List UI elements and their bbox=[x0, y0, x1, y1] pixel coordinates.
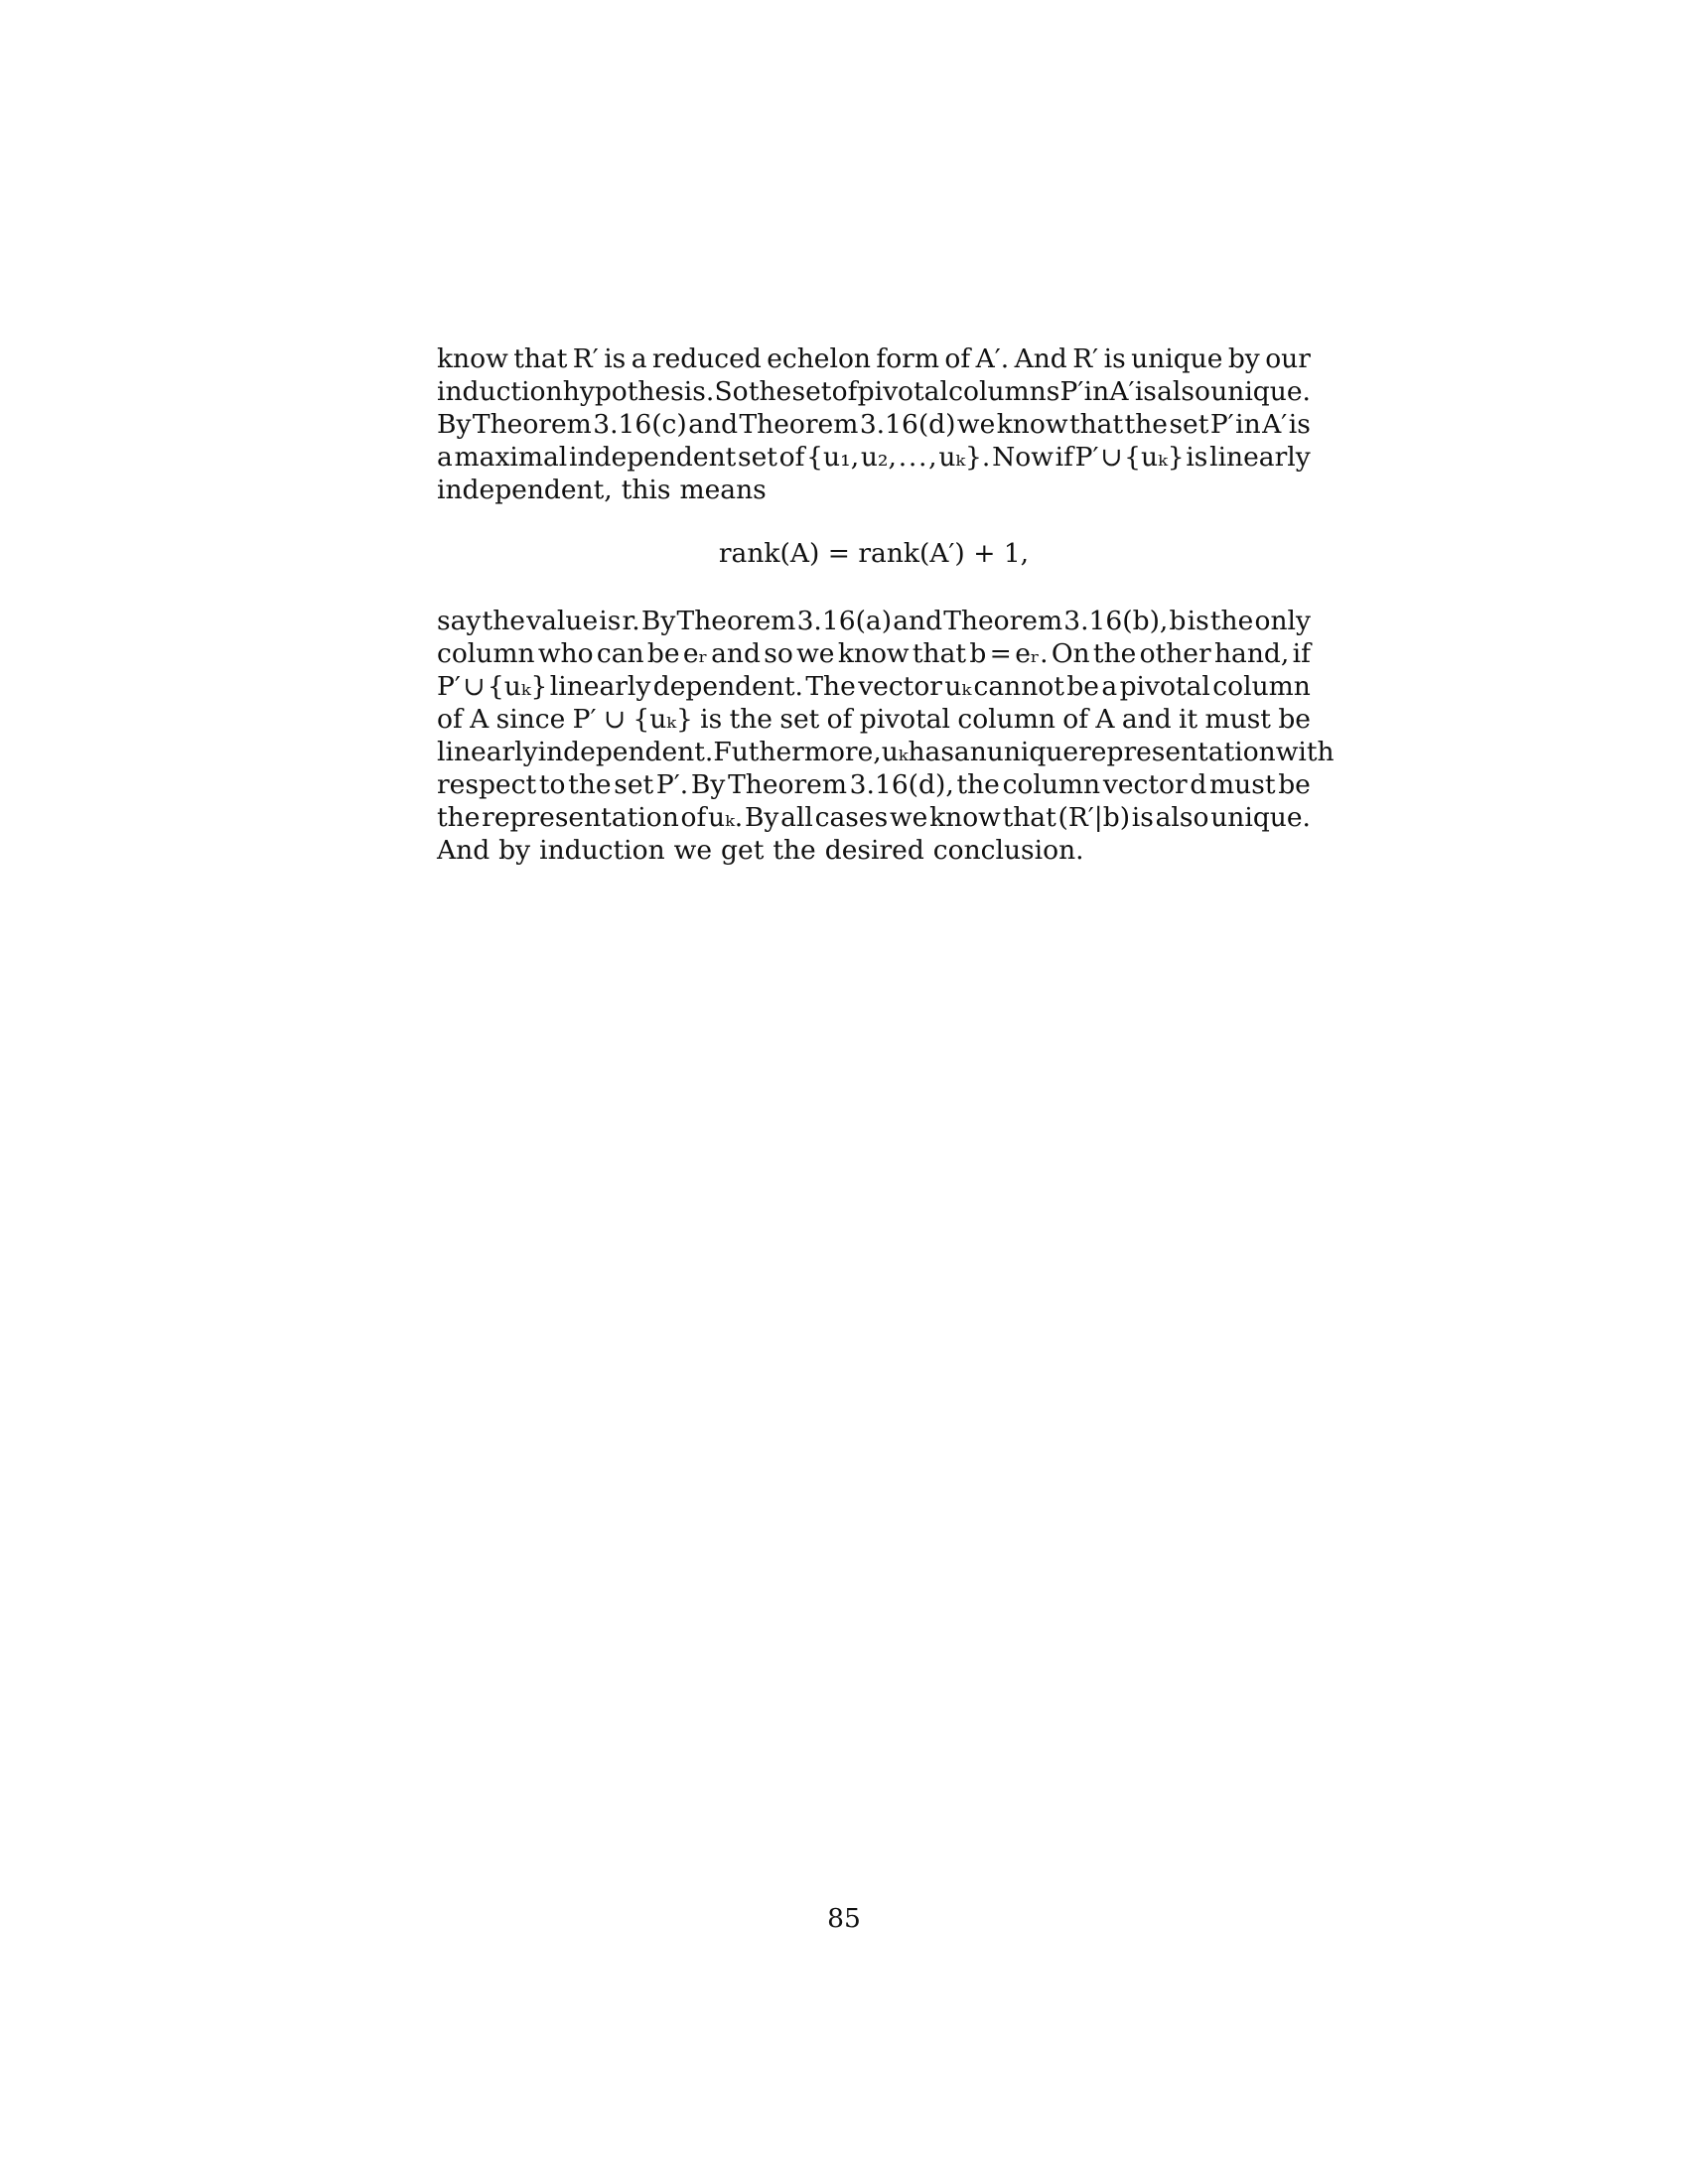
word: {u₁, bbox=[806, 442, 860, 473]
word: b bbox=[1169, 606, 1187, 636]
word: respect bbox=[437, 769, 537, 800]
word: d bbox=[1190, 769, 1207, 800]
word: only bbox=[1254, 606, 1311, 636]
proof-text-block bbox=[437, 342, 1335, 867]
word: by bbox=[1227, 343, 1260, 374]
word: uₖ bbox=[944, 671, 972, 702]
word: form bbox=[876, 343, 939, 374]
word: a bbox=[1101, 671, 1118, 702]
word: be bbox=[1278, 704, 1311, 735]
word: that bbox=[1068, 409, 1124, 440]
word: also bbox=[1155, 802, 1209, 833]
word: desired bbox=[824, 835, 924, 866]
word: we bbox=[889, 802, 928, 833]
word: be bbox=[1278, 769, 1311, 800]
word: the bbox=[1092, 638, 1137, 669]
word: The bbox=[805, 671, 856, 702]
word: set bbox=[738, 442, 777, 473]
word: say bbox=[437, 606, 482, 636]
word: the bbox=[729, 704, 773, 735]
word: R′ bbox=[1072, 343, 1099, 374]
word: of bbox=[826, 704, 853, 735]
word: P′ bbox=[1059, 376, 1084, 407]
word: By bbox=[437, 409, 472, 440]
word: dependent. bbox=[652, 671, 803, 702]
word: And bbox=[1014, 343, 1067, 374]
word: of bbox=[831, 376, 858, 407]
word: P′ bbox=[572, 704, 597, 735]
word: set bbox=[1169, 409, 1209, 440]
word: be bbox=[646, 638, 680, 669]
word: echelon bbox=[767, 343, 871, 374]
word: of bbox=[778, 442, 805, 473]
word: representation bbox=[1078, 737, 1276, 767]
word: know bbox=[996, 409, 1068, 440]
word: in bbox=[1083, 376, 1110, 407]
text-line bbox=[437, 834, 1311, 867]
word: the bbox=[748, 376, 792, 407]
text-line bbox=[437, 670, 1311, 703]
word: is bbox=[1187, 606, 1209, 636]
word: 3.16(d) bbox=[859, 409, 956, 440]
word: is bbox=[1134, 376, 1157, 407]
word: So bbox=[714, 376, 749, 407]
word: of bbox=[1062, 704, 1089, 735]
text-line bbox=[437, 375, 1311, 408]
word: reduced bbox=[651, 343, 762, 374]
word: representation bbox=[482, 802, 679, 833]
word: of bbox=[944, 343, 971, 374]
word: By bbox=[744, 802, 779, 833]
word: , bbox=[928, 442, 937, 473]
word: of bbox=[437, 704, 463, 735]
word: On bbox=[1051, 638, 1090, 669]
word: that bbox=[513, 343, 568, 374]
word: {uₖ} bbox=[633, 704, 693, 735]
word: linearly bbox=[549, 671, 651, 702]
word: column bbox=[1212, 671, 1311, 702]
word: Theorem bbox=[943, 606, 1063, 636]
word: that bbox=[1002, 802, 1056, 833]
word: has bbox=[908, 737, 954, 767]
word: set bbox=[779, 704, 820, 735]
word: column bbox=[957, 704, 1055, 735]
word: be bbox=[1066, 671, 1099, 702]
word: linearly bbox=[437, 737, 538, 767]
word: the bbox=[773, 835, 816, 866]
word: we bbox=[673, 835, 713, 866]
word: an bbox=[953, 737, 987, 767]
word: A′. bbox=[975, 343, 1010, 374]
word: pivotal bbox=[859, 704, 951, 735]
word: P′ bbox=[1074, 442, 1099, 473]
word: induction bbox=[539, 835, 665, 866]
word: eᵣ. bbox=[1015, 638, 1049, 669]
text-line bbox=[437, 342, 1311, 375]
word: and bbox=[1121, 704, 1172, 735]
paragraph-2 bbox=[437, 605, 1335, 867]
word: A bbox=[1095, 704, 1115, 735]
word: means bbox=[679, 475, 767, 505]
word: since bbox=[495, 704, 566, 735]
word: {uₖ} bbox=[1124, 442, 1185, 473]
word: set bbox=[614, 769, 654, 800]
word: u₂, bbox=[860, 442, 897, 473]
word: . bbox=[908, 442, 917, 473]
word: linearly bbox=[1209, 442, 1311, 473]
word: eᵣ bbox=[682, 638, 708, 669]
word: this bbox=[621, 475, 671, 505]
word: we bbox=[796, 638, 835, 669]
word: A′ bbox=[1109, 376, 1135, 407]
word: b bbox=[969, 638, 987, 669]
word: independent. bbox=[537, 737, 714, 767]
word: independent bbox=[569, 442, 737, 473]
word: 3.16(b), bbox=[1063, 606, 1169, 636]
word: pivotal bbox=[1119, 671, 1210, 702]
word: value bbox=[526, 606, 599, 636]
word: if bbox=[1292, 638, 1311, 669]
word: cannot bbox=[973, 671, 1064, 702]
word: uₖ}. bbox=[938, 442, 991, 473]
word: set bbox=[791, 376, 832, 407]
word: know bbox=[837, 638, 910, 669]
word: columns bbox=[948, 376, 1060, 407]
word: vector bbox=[1102, 769, 1188, 800]
word: a bbox=[437, 442, 453, 473]
word: uₖ bbox=[881, 737, 909, 767]
word: r. bbox=[622, 606, 640, 636]
word: A bbox=[470, 704, 490, 735]
word: and bbox=[688, 409, 739, 440]
word: 3.16(a) bbox=[796, 606, 893, 636]
word: P′ bbox=[437, 671, 461, 702]
word: is bbox=[599, 606, 622, 636]
word: column bbox=[437, 638, 535, 669]
word: induction bbox=[437, 376, 563, 407]
word: the bbox=[1124, 409, 1168, 440]
word: the bbox=[956, 769, 1000, 800]
word: R′ bbox=[572, 343, 599, 374]
word: unique bbox=[986, 737, 1079, 767]
word: know bbox=[929, 802, 1001, 833]
word: column bbox=[1002, 769, 1101, 800]
word: (R′|b) bbox=[1057, 802, 1131, 833]
word: our bbox=[1265, 343, 1311, 374]
word: by bbox=[498, 835, 531, 866]
word: can bbox=[596, 638, 644, 669]
word: {uₖ} bbox=[487, 671, 548, 702]
word: By bbox=[690, 769, 726, 800]
word: is bbox=[1131, 802, 1154, 833]
text-line bbox=[437, 736, 1335, 768]
word: we bbox=[956, 409, 996, 440]
word: Futhermore, bbox=[713, 737, 882, 767]
word: if bbox=[1055, 442, 1073, 473]
word: in bbox=[1235, 409, 1261, 440]
text-line bbox=[437, 441, 1311, 474]
word: must bbox=[1204, 704, 1271, 735]
word: pivotal bbox=[857, 376, 948, 407]
word: know bbox=[437, 343, 508, 374]
word: the bbox=[568, 769, 612, 800]
word: is bbox=[700, 704, 723, 735]
text-line bbox=[437, 703, 1311, 736]
word: is bbox=[1186, 442, 1208, 473]
text-line bbox=[437, 474, 1311, 506]
word: get bbox=[721, 835, 765, 866]
word: vector bbox=[858, 671, 942, 702]
word: Theorem bbox=[728, 769, 847, 800]
word: of bbox=[680, 802, 707, 833]
text-line bbox=[437, 605, 1311, 637]
paragraph-1 bbox=[437, 342, 1311, 506]
word: is bbox=[604, 343, 627, 374]
word: all bbox=[780, 802, 813, 833]
word: and bbox=[893, 606, 943, 636]
word: conclusion. bbox=[932, 835, 1084, 866]
word: . bbox=[918, 442, 927, 473]
word: other bbox=[1139, 638, 1211, 669]
word: independent, bbox=[437, 475, 613, 505]
word: ∪ bbox=[603, 704, 627, 735]
word: P′ bbox=[1209, 409, 1234, 440]
word: Theorem bbox=[676, 606, 796, 636]
word: the bbox=[1209, 606, 1254, 636]
word: cases bbox=[814, 802, 889, 833]
display-equation: rank(A) = rank(A′) + 1, bbox=[718, 537, 1030, 569]
word: ∪ bbox=[463, 671, 486, 702]
word: so bbox=[764, 638, 793, 669]
word: Theorem bbox=[739, 409, 859, 440]
word: A′ bbox=[1262, 409, 1288, 440]
word: unique bbox=[1131, 343, 1223, 374]
word: uₖ. bbox=[708, 802, 744, 833]
word: with bbox=[1275, 737, 1335, 767]
word: . bbox=[898, 442, 908, 473]
word: 3.16(d), bbox=[849, 769, 954, 800]
word: must bbox=[1209, 769, 1276, 800]
word: 3.16(c) bbox=[593, 409, 687, 440]
word: By bbox=[640, 606, 676, 636]
word: and bbox=[711, 638, 761, 669]
word: a bbox=[631, 343, 647, 374]
word: it bbox=[1179, 704, 1198, 735]
word: And bbox=[437, 835, 491, 866]
word: also bbox=[1157, 376, 1210, 407]
word: Now bbox=[992, 442, 1054, 473]
page-number: 85 bbox=[827, 1903, 861, 1934]
word: unique. bbox=[1210, 802, 1311, 833]
word: ∪ bbox=[1100, 442, 1123, 473]
word: unique. bbox=[1210, 376, 1311, 407]
word: the bbox=[437, 802, 481, 833]
word: hypothesis. bbox=[562, 376, 715, 407]
text-line bbox=[437, 768, 1311, 801]
word: P′. bbox=[655, 769, 689, 800]
text-line bbox=[437, 801, 1311, 834]
text-line bbox=[437, 637, 1311, 670]
word: that bbox=[912, 638, 967, 669]
word: Theorem bbox=[472, 409, 592, 440]
word: to bbox=[538, 769, 566, 800]
word: is bbox=[1103, 343, 1126, 374]
word: = bbox=[989, 638, 1012, 669]
word: is bbox=[1288, 409, 1311, 440]
word: hand, bbox=[1213, 638, 1290, 669]
word: the bbox=[482, 606, 525, 636]
text-line bbox=[437, 408, 1311, 441]
word: who bbox=[537, 638, 594, 669]
word: maximal bbox=[454, 442, 568, 473]
